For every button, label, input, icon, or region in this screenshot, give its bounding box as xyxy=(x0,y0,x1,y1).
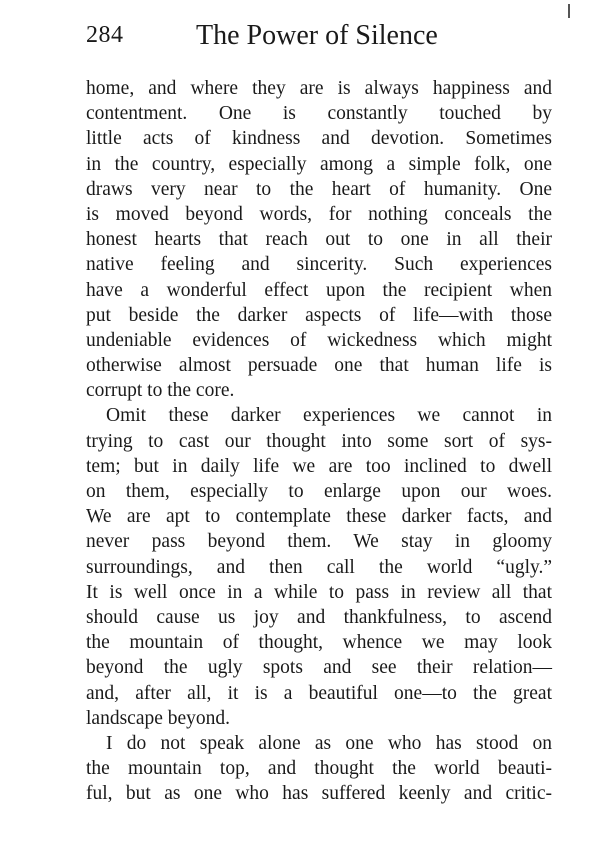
text-line: put beside the darker aspects of life—with those xyxy=(86,304,552,326)
paragraph-2 xyxy=(86,403,552,730)
text-line: ful, but as one who has suffered keenly and critic- xyxy=(86,783,552,805)
text-line: I do not speak alone as one who has stood on xyxy=(106,732,552,754)
text-line: draws very near to the heart of humanity. One xyxy=(86,178,552,200)
text-line: on them, especially to enlarge upon our woes. xyxy=(86,481,552,502)
text-line: trying to cast our thought into some sort of sys- xyxy=(86,430,552,452)
text-line: have a wonderful effect upon the recipient when xyxy=(86,279,552,301)
text-line: otherwise almost persuade one that human life is xyxy=(86,355,552,377)
text-line: corrupt to the core. xyxy=(86,380,235,402)
text-line: contentment. One is constantly touched by xyxy=(86,103,552,125)
text-line: home, and where they are is always happiness and xyxy=(86,78,552,99)
paragraph-1 xyxy=(86,76,552,403)
text-line: native feeling and sincerity. Such experiences xyxy=(86,254,552,276)
text-line: undeniable evidences of wickedness which might xyxy=(86,329,552,351)
text-line: is moved beyond words, for nothing conceals the xyxy=(86,203,552,225)
text-line: Omit these darker experiences we cannot in xyxy=(106,405,552,427)
text-line: beyond the ugly spots and see their relation— xyxy=(86,657,552,679)
text-line: the mountain top, and thought the world beauti- xyxy=(86,758,552,780)
text-line: honest hearts that reach out to one in all their xyxy=(86,229,552,251)
paragraph-3 xyxy=(86,731,552,807)
text-line: tem; but in daily life we are too inclined to dwell xyxy=(86,455,552,477)
text-line: surroundings, and then call the world “ugly.” xyxy=(86,556,552,578)
body-text xyxy=(86,76,552,806)
running-title: The Power of Silence xyxy=(196,20,438,51)
text-line: landscape beyond. xyxy=(86,707,231,729)
text-line: in the country, especially among a simple folk, one xyxy=(86,153,552,175)
text-line: and, after all, it is a beautiful one—to the great xyxy=(86,682,552,704)
text-line: little acts of kindness and devotion. Sometimes xyxy=(86,128,552,150)
text-line: should cause us joy and thankfulness, to ascend xyxy=(86,606,552,628)
text-line: never pass beyond them. We stay in gloomy xyxy=(86,531,552,553)
text-line: We are apt to contemplate these darker facts, and xyxy=(86,506,552,528)
page-number: 284 xyxy=(86,22,124,48)
text-line: It is well once in a while to pass in review all that xyxy=(86,581,552,603)
text-line: the mountain of thought, whence we may look xyxy=(86,632,552,654)
page-edge-mark xyxy=(568,4,570,18)
